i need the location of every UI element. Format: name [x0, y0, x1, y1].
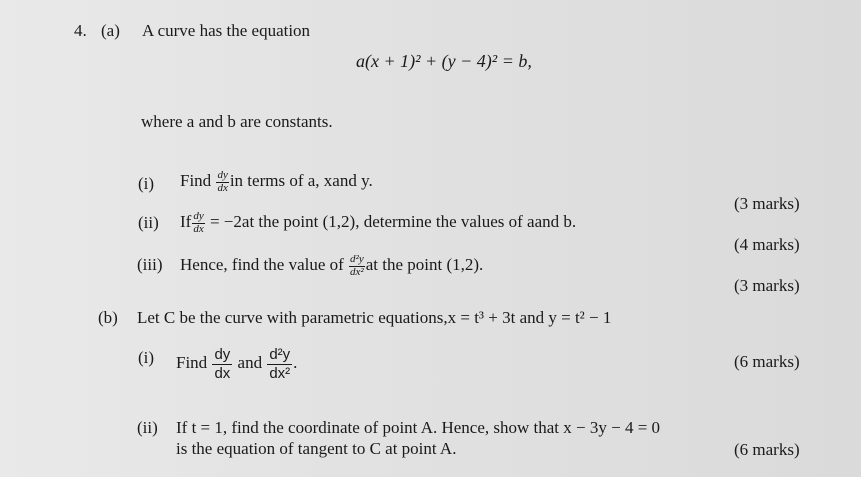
part-b-ii-marks: (6 marks) [734, 440, 800, 459]
fraction-denominator: dx [217, 181, 228, 194]
fraction-numerator: dy [217, 169, 228, 181]
part-a-iii-marks: (3 marks) [734, 276, 800, 295]
part-b-ii-line1: If t = 1, find the coordinate of point A. Hence, show that x − 3y − 4 = 0 [176, 418, 661, 437]
part-a-ii-text [180, 211, 576, 235]
constants-note: where a and b are constants. [141, 112, 333, 131]
part-a-iii-text-before: Hence, find the value of [180, 254, 344, 274]
fraction-denominator: dx² [269, 364, 291, 382]
part-a-i-text-before: Find [180, 170, 212, 190]
dy-dx-fraction [212, 346, 232, 383]
part-b-label: (b) [98, 308, 118, 327]
part-a-ii-text-before: If [180, 211, 192, 231]
fraction-denominator: dx² [350, 265, 364, 278]
part-b-intro: Let C be the curve with parametric equations,x = t³ + 3t and y = t² − 1 [137, 308, 612, 327]
part-b-ii-line2: is the equation of tangent to C at point A. [176, 439, 457, 458]
dy-dx-fraction [216, 170, 228, 194]
part-b-i-text [176, 346, 297, 383]
part-a-iii-label: (iii) [137, 255, 163, 274]
part-a-ii-marks: (4 marks) [734, 235, 800, 254]
part-a-i-text-after: in terms of a, xand y. [229, 170, 373, 190]
part-a-iii-text-after: at the point (1,2). [365, 254, 484, 274]
part-a-ii-text-after: = −2at the point (1,2), determine the values of aand b. [209, 211, 577, 231]
fraction-denominator: dx [193, 222, 204, 235]
part-b-i-find: Find [176, 353, 208, 373]
question-number: 4. [74, 21, 87, 40]
part-b-i-label: (i) [138, 348, 155, 367]
part-a-iii-text [180, 254, 483, 278]
part-b-i-period: . [293, 353, 298, 373]
curve-equation: a(x + 1)² + (y − 4)² = b, [356, 51, 532, 71]
fraction-numerator: d²y [269, 346, 291, 363]
fraction-numerator: dy [193, 210, 204, 222]
part-a-i-marks: (3 marks) [734, 194, 800, 213]
part-a-i-text [180, 170, 373, 194]
part-a-label: (a) [101, 21, 120, 40]
part-a-intro: A curve has the equation [142, 21, 311, 40]
part-a-ii-label: (ii) [138, 213, 159, 232]
second-derivative-fraction [267, 346, 292, 383]
part-b-i-and: and [237, 353, 263, 373]
fraction-numerator: dy [214, 346, 231, 363]
part-b-ii-label: (ii) [137, 418, 158, 437]
second-derivative-fraction [349, 254, 365, 278]
part-b-i-marks: (6 marks) [734, 352, 800, 371]
fraction-numerator: d²y [350, 253, 364, 265]
dy-dx-fraction [192, 211, 204, 235]
fraction-denominator: dx [214, 364, 231, 382]
part-a-i-label: (i) [138, 174, 155, 193]
